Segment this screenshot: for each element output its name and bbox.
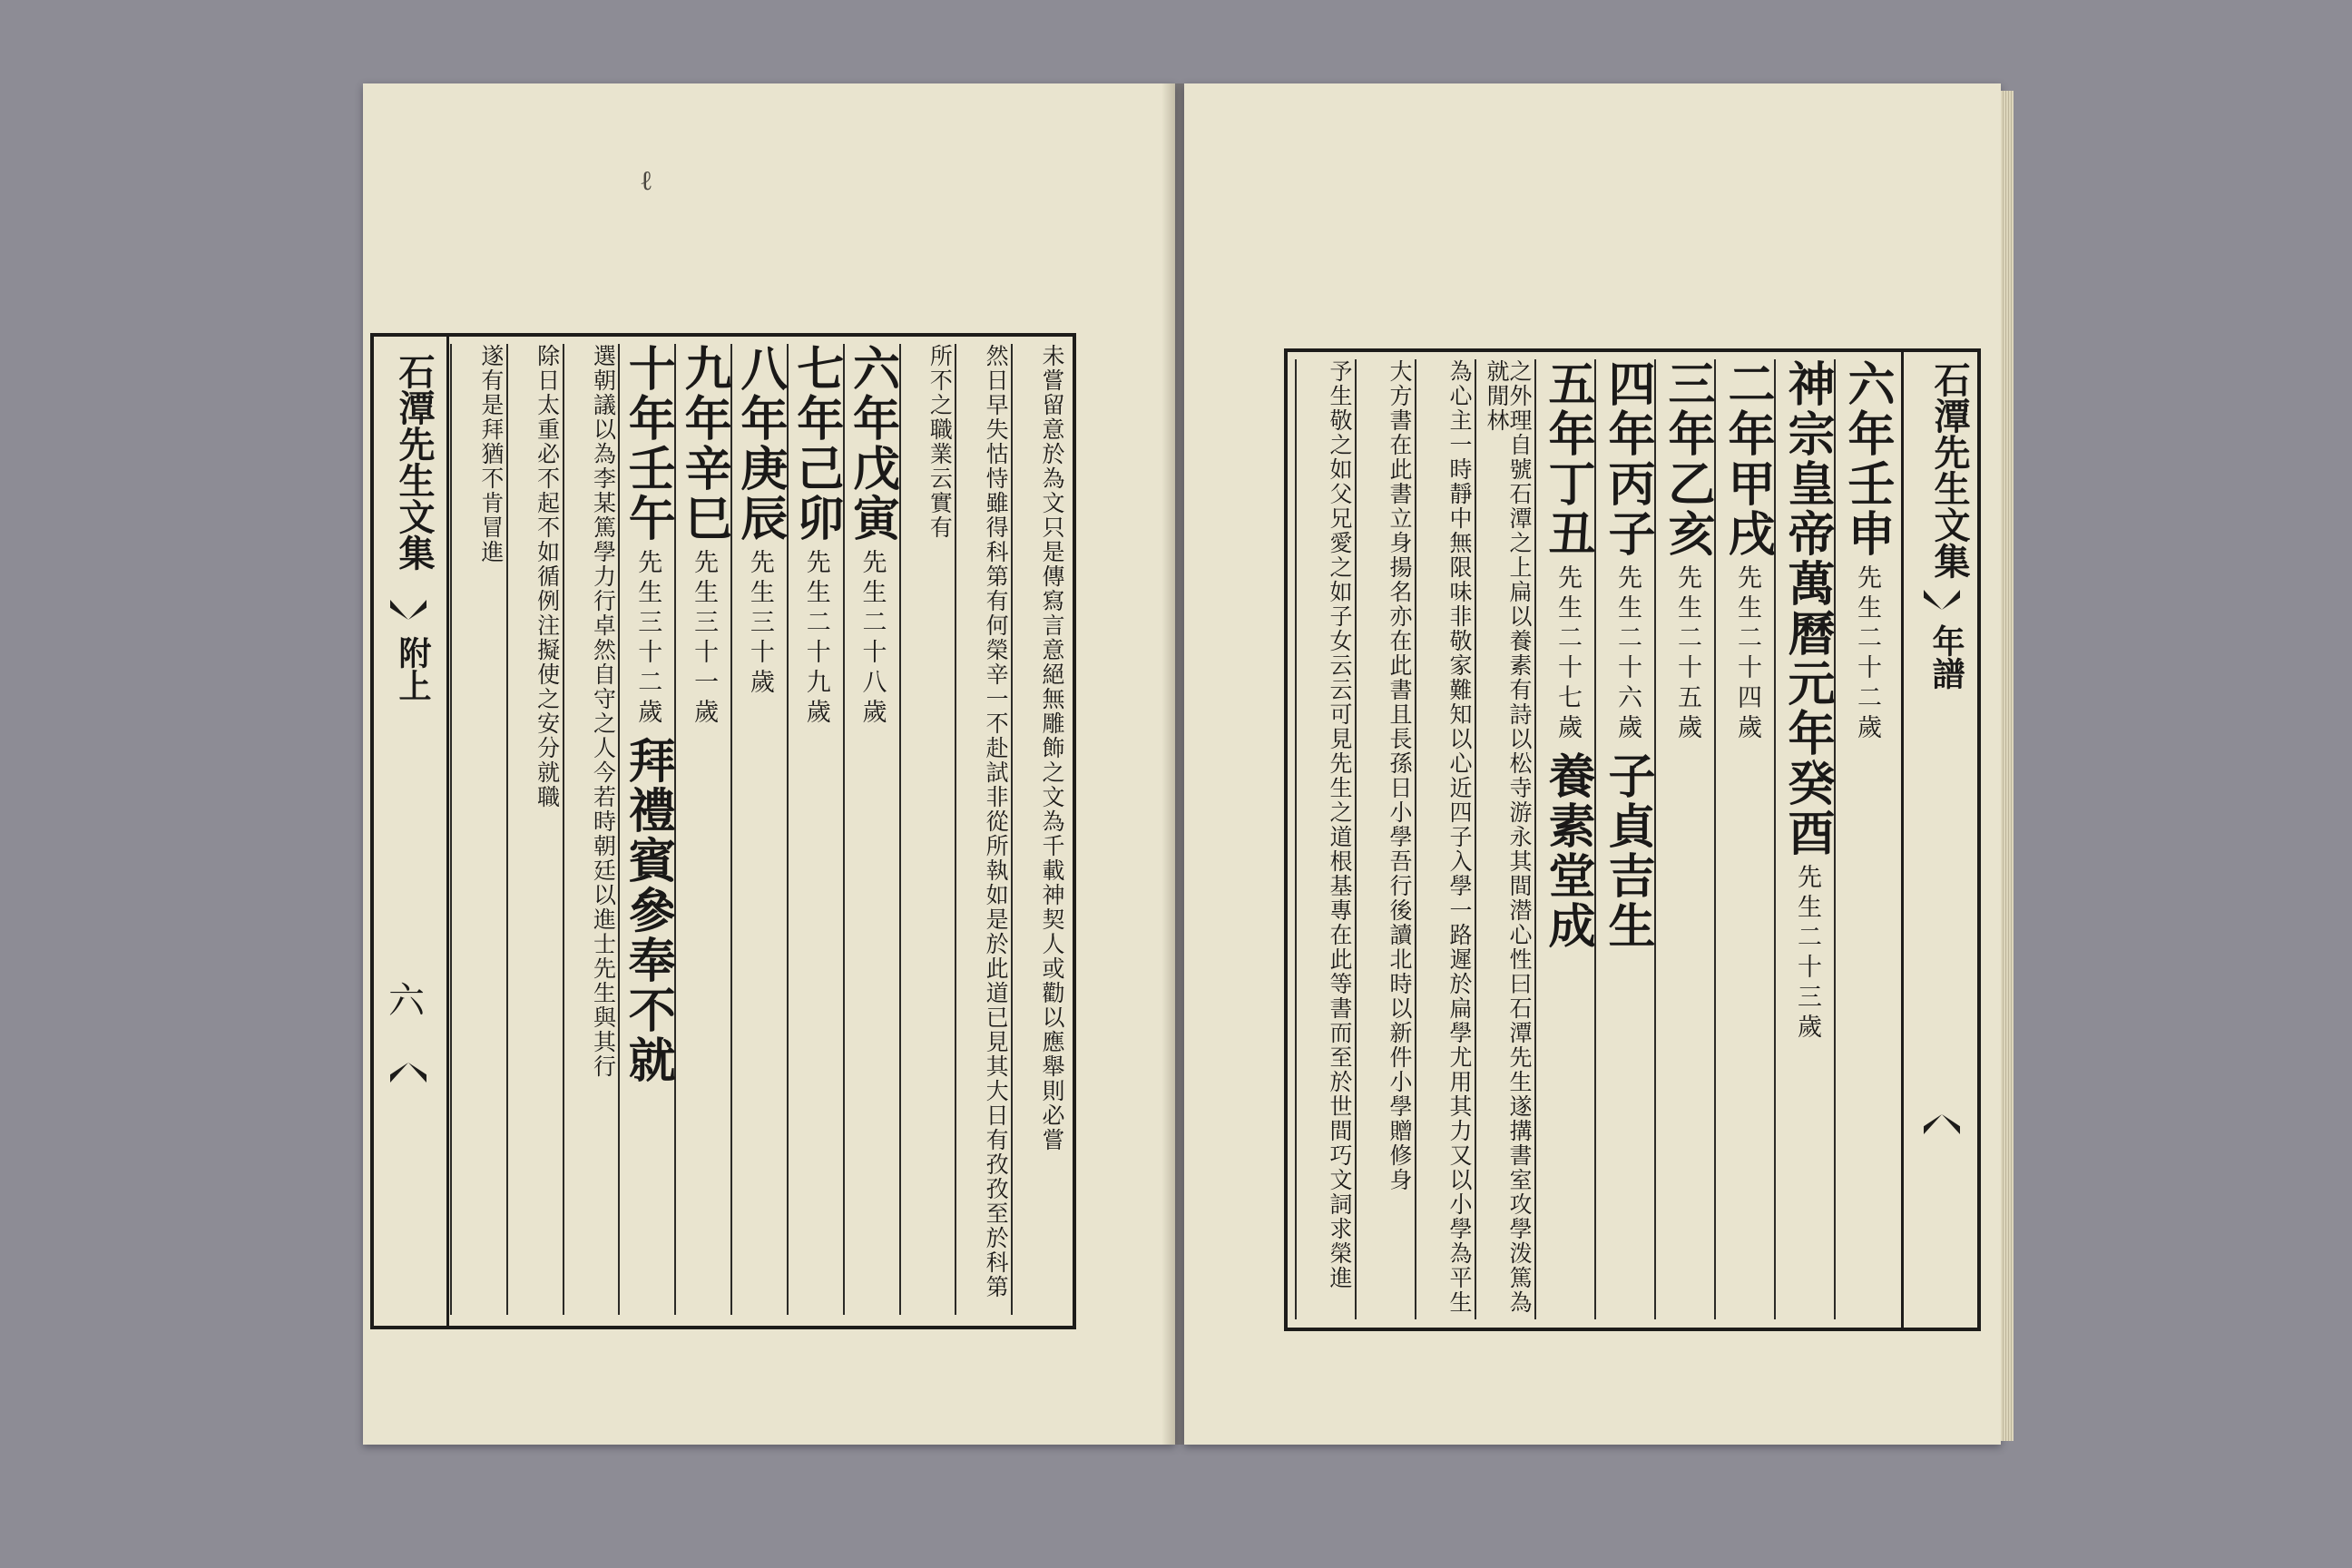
column-rule — [1415, 359, 1416, 1319]
age-annotation: 先生二十五歲 — [1673, 564, 1701, 744]
right-text-columns — [1295, 359, 1894, 1319]
year-heading: 四年丙子 — [1600, 359, 1655, 559]
column-rule — [955, 344, 956, 1315]
left-section-label: 附上 — [394, 636, 432, 701]
column-rule — [563, 344, 564, 1315]
text-column — [1300, 359, 1351, 1319]
commentary-text: 除日太重必不起不如循例注擬使之安分就職 — [534, 344, 561, 809]
commentary-text: 之外理自號石潭之上扁以養素有詩以松寺游永其間潜心性曰石潭先生遂搆書室攻學泼篤為就閒林 — [1484, 359, 1533, 1315]
left-page — [363, 83, 1175, 1445]
column-rule — [450, 344, 452, 1315]
column-rule — [1295, 359, 1297, 1319]
text-column — [1360, 359, 1411, 1319]
page-edge-stack — [2001, 91, 2014, 1441]
text-column — [676, 344, 732, 1315]
right-page — [1184, 83, 2001, 1445]
commentary-text: 選朝議以為李某篤學力行卓然自守之人今若時朝廷以進士先生與其行 — [590, 344, 617, 1079]
open-book — [363, 83, 2005, 1490]
event-text: 養素堂成 — [1540, 751, 1595, 951]
left-fish-tail-ornament-lower — [390, 1063, 426, 1083]
text-column — [788, 344, 844, 1315]
age-annotation: 先生二十二歲 — [1853, 564, 1881, 744]
text-column — [512, 344, 559, 1315]
text-column — [1016, 344, 1063, 1315]
text-column — [568, 344, 615, 1315]
commentary-text: 予生敬之如父兄愛之如子女云云可見先生之道根基專在此等書而至於世間巧文詞求榮進 — [1327, 359, 1353, 1290]
text-column — [620, 344, 676, 1315]
right-fish-tail-ornament-lower — [1924, 1114, 1960, 1134]
event-text: 拜禮賓參奉不就 — [620, 736, 676, 1085]
left-running-head: 石潭先生文集 — [393, 353, 436, 571]
text-column — [905, 344, 952, 1315]
right-folio-strip — [1901, 352, 1980, 1328]
text-column — [731, 344, 788, 1315]
year-heading: 十年壬午 — [620, 344, 676, 544]
year-heading: 九年辛巳 — [676, 344, 732, 544]
text-column — [844, 344, 900, 1315]
year-heading: 六年戊寅 — [844, 344, 900, 544]
right-running-head: 石潭先生文集 — [1928, 361, 1971, 579]
left-folio-number: 六 — [388, 980, 425, 1022]
left-fish-tail-ornament — [390, 600, 426, 620]
event-text: 子貞吉生 — [1600, 751, 1655, 951]
column-rule — [506, 344, 508, 1315]
year-heading: 三年乙亥 — [1660, 359, 1715, 559]
commentary-text: 大方書在此書立身揚名亦在此書且長孫日小學吾行後讀北時以新件小學贈修身 — [1387, 359, 1413, 1192]
commentary-text: 為心主一時靜中無限味非敬家難知以心近四子入學一路遲於扁學尤用其力又以小學為平生 — [1446, 359, 1473, 1315]
age-annotation: 先生二十三歲 — [1793, 864, 1821, 1044]
commentary-text: 然日早失怙恃雖得科第有何榮辛一不赴試非從所執如是於此道已見其大日有孜孜至於科第 — [983, 344, 1010, 1299]
age-annotation: 先生三十二歲 — [633, 549, 662, 729]
text-column — [1540, 359, 1595, 1319]
age-annotation: 先生二十八歲 — [858, 549, 887, 729]
age-annotation: 先生三十歲 — [745, 549, 774, 699]
text-column — [1600, 359, 1655, 1319]
column-rule — [1475, 359, 1476, 1319]
text-column — [1720, 359, 1775, 1319]
age-annotation: 先生三十一歲 — [690, 549, 719, 729]
year-heading: 七年己卯 — [788, 344, 844, 544]
page-stain-mark: ℓ — [640, 165, 653, 197]
text-column — [1839, 359, 1895, 1319]
age-annotation: 先生二十六歲 — [1613, 564, 1642, 744]
year-heading: 六年壬申 — [1839, 359, 1895, 559]
text-column — [960, 344, 1010, 1315]
text-column — [1779, 359, 1835, 1319]
column-rule — [1534, 359, 1536, 1319]
left-folio-strip — [370, 337, 449, 1326]
text-column — [1480, 359, 1531, 1319]
right-print-frame — [1284, 348, 1981, 1331]
age-annotation: 先生二十七歲 — [1553, 564, 1582, 744]
year-heading: 二年甲戌 — [1720, 359, 1775, 559]
commentary-text: 遂有是拜猶不肯冒進 — [477, 344, 505, 564]
text-column — [1420, 359, 1471, 1319]
left-print-frame — [370, 333, 1076, 1329]
age-annotation: 先生二十四歲 — [1733, 564, 1761, 744]
left-text-columns — [450, 344, 1067, 1315]
year-heading: 五年丁丑 — [1540, 359, 1595, 559]
text-column — [456, 344, 503, 1315]
year-heading: 神宗皇帝萬曆元年癸酉 — [1779, 359, 1835, 858]
commentary-text: 所不之職業云實有 — [926, 344, 954, 540]
right-section-label: 年譜 — [1927, 624, 1965, 690]
text-column — [1660, 359, 1715, 1319]
right-fish-tail-ornament — [1924, 590, 1960, 610]
age-annotation: 先生二十九歲 — [801, 549, 830, 729]
commentary-text: 未嘗留意於為文只是傳寫言意絕無雕飾之文為千載神契人或勸以應舉則必嘗 — [1038, 344, 1065, 1152]
column-rule — [1355, 359, 1357, 1319]
column-rule — [1011, 344, 1013, 1315]
year-heading: 八年庚辰 — [731, 344, 788, 544]
